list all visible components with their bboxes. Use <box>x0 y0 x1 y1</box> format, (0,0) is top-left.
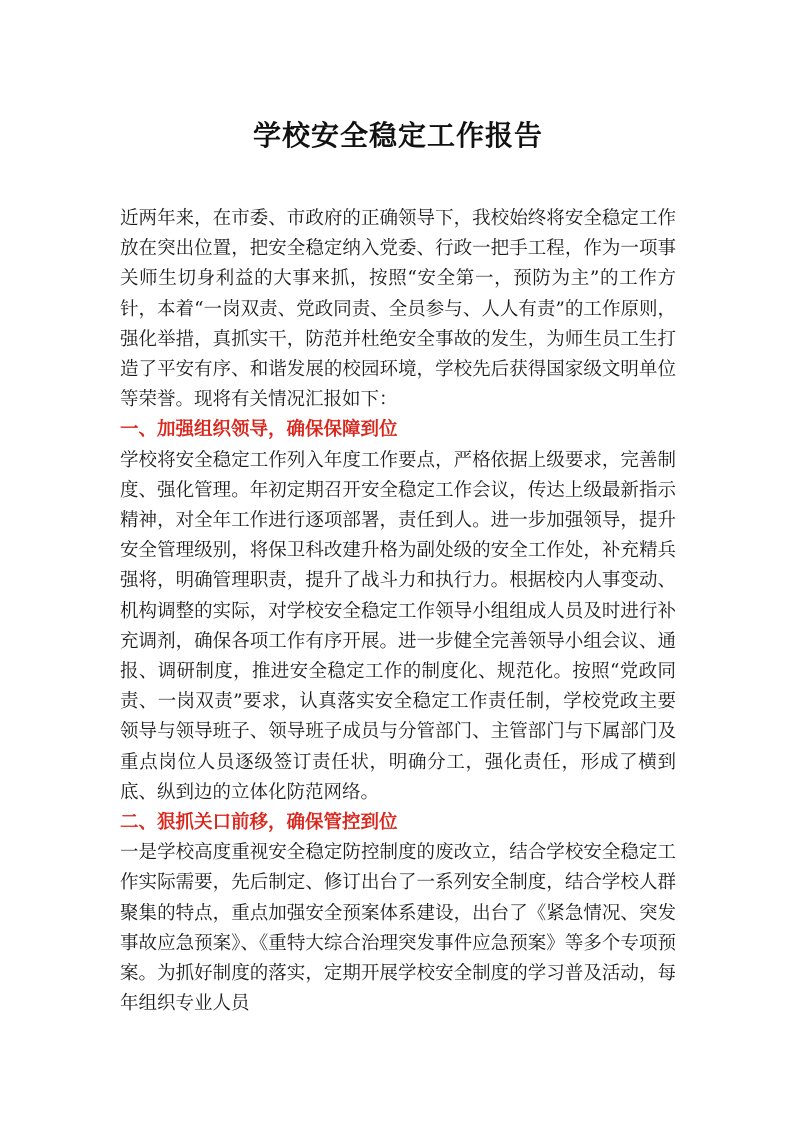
document-title: 学校安全稳定工作报告 <box>252 119 543 152</box>
intro-paragraph: 近两年来，在市委、市政府的正确领导下，我校始终将安全稳定工作放在突出位置，把安全稳定纳入党委、行政一把手工程，作为一项事关师生切身利益的大事来抓，按照“安全第一，预防为主”的工作方针，本着“一岗双责、党政同责、全员参与、人人有责”的工作原则，强化举措，真抓实干，防范并杜绝安全事故的发生，为师生员工生打造了平安有序、和谐发展的校园环境，学校先后获得国家级文明单位等荣誉。现将有关情况汇报如下： <box>120 208 676 411</box>
section-heading-2: 二、狠抓关口前移，确保管控到位 <box>120 812 398 834</box>
section-body-1: 学校将安全稳定工作列入年度工作要点，严格依据上级要求，完善制度、强化管理。年初定期召开安全稳定工作会议，传达上级最新指示精神，对全年工作进行逐项部署，责任到人。进一步加强领导，提升安全管理级别，将保卫科改建升格为副处级的安全工作处，补充精兵强将，明确管理职责，提升了战斗力和执行力。根据校内人事变动、机构调整的实际，对学校安全稳定工作领导小组组成人员及时进行补充调剂，确保各项工作有序开展。进一步健全完善领导小组会议、通报、调研制度，推进安全稳定工作的制度化、规范化。按照“党政同责、一岗双责”要求，认真落实安全稳定工作责任制，学校党政主要领导与领导班子、领导班子成员与分管部门、主管部门与下属部门及重点岗位人员逐级签订责任状，明确分工，强化责任，形成了横到底、纵到边的立体化防范网络。 <box>120 449 676 803</box>
document-page <box>120 110 676 1019</box>
section-heading-1: 一、加强组织领导，确保保障到位 <box>120 419 398 441</box>
section-body-2: 一是学校高度重视安全稳定防控制度的废改立，结合学校安全稳定工作实际需要，先后制定、修订出台了一系列安全制度，结合学校人群聚集的特点，重点加强安全预案体系建设，出台了《紧急情况、突发事故应急预案》、《重特大综合治理突发事件应急预案》等多个专项预案。为抓好制度的落实，定期开展学校安全制度的学习普及活动，每年组织专业人员 <box>120 842 676 1015</box>
